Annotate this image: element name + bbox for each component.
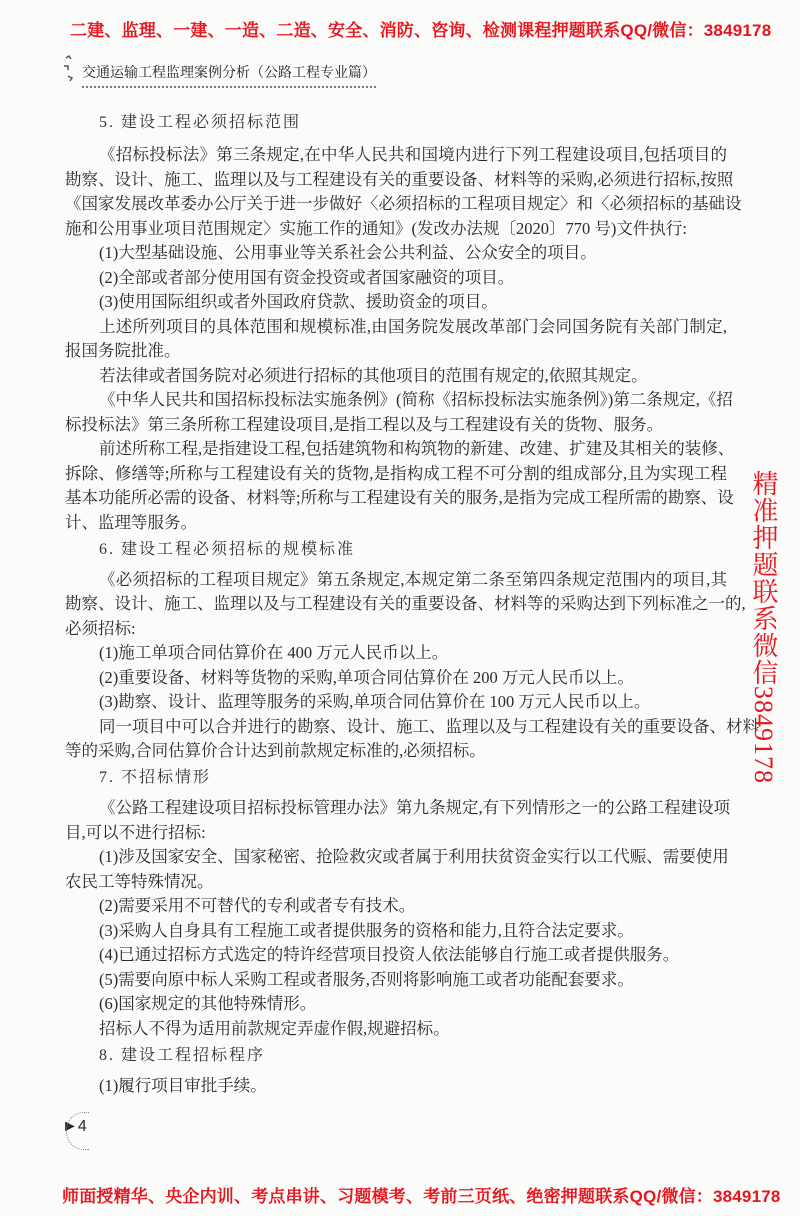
- paragraph-line: (3)勘察、设计、监理等服务的采购,单项合同估算价在 100 万元人民币以上。: [99, 692, 651, 711]
- paragraph-line: 报国务院批准。: [65, 341, 181, 360]
- paragraph-line: 目,可以不进行招标:: [65, 822, 206, 842]
- paragraph-line: 等的采购,合同估算价合计达到前款规定标准的,必须招标。: [65, 741, 486, 760]
- paragraph-line: (4)已通过招标方式选定的特许经营项目投资人依法能够自行施工或者提供服务。: [99, 945, 680, 964]
- paragraph-line: (1)大型基础设施、公用事业等关系社会公共利益、公众安全的项目。: [99, 243, 597, 262]
- paragraph-line: (2)重要设备、材料等货物的采购,单项合同估算价在 200 万元人民币以上。: [99, 667, 634, 687]
- paragraph-line: 同一项目中可以合并进行的勘察、设计、施工、监理以及与工程建设有关的重要设备、材料: [99, 716, 759, 736]
- paragraph-line: (3)使用国际组织或者外国政府贷款、援助资金的项目。: [99, 292, 498, 311]
- paragraph-line: (2)需要采用不可替代的专利或者专有技术。: [99, 896, 416, 915]
- page-arrow-icon: ►: [62, 1118, 78, 1135]
- paragraph-line: 施和公用事业项目范围规定〉实施工作的通知》(发改办法规〔2020〕770 号)文件执行:: [65, 218, 687, 238]
- paragraph-line: 前述所称工程,是指建设工程,包括建筑物和构筑物的新建、改建、扩建及其相关的装修、: [99, 439, 735, 458]
- paragraph-line: 计、监理等服务。: [65, 512, 197, 532]
- section-heading: 5. 建设工程必须招标范围: [99, 114, 302, 131]
- paragraph-line: 《公路工程建设项目招标投标管理办法》第九条规定,有下列情形之一的公路工程建设项: [99, 798, 731, 817]
- paragraph-line: 上述所列项目的具体范围和规模标准,由国务院发展改革部门会同国务院有关部门制定,: [99, 316, 727, 336]
- section-heading: 7. 不招标情形: [99, 769, 212, 786]
- paragraph-line: (1)涉及国家安全、国家秘密、抢险救灾或者属于利用扶贫资金实行以工代赈、需要使用: [99, 847, 729, 866]
- paragraph-line: 拆除、修缮等;所称与工程建设有关的货物,是指构成工程不可分割的组成部分,且为实现工程: [65, 463, 727, 483]
- paragraph-line: 《中华人民共和国招标投标法实施条例》(简称《招标投标法实施条例》)第二条规定,《招: [99, 390, 733, 409]
- bottom-banner-ad: 师面授精华、央企内训、考点串讲、习题模考、考前三页纸、绝密押题联系QQ/微信：3849178: [62, 1187, 781, 1206]
- paragraph-line: 勘察、设计、施工、监理以及与工程建设有关的重要设备、材料等的采购达到下列标准之一的,: [65, 594, 746, 613]
- paragraph-line: (6)国家规定的其他特殊情形。: [99, 994, 317, 1013]
- paragraph-line: 《必须招标的工程项目规定》第五条规定,本规定第二条至第四条规定范围内的项目,其: [99, 569, 727, 589]
- paragraph-line: 基本功能所必需的设备、材料等;所称与工程建设有关的服务,是指为完成工程所需的勘察、设: [65, 488, 734, 507]
- section-heading: 8. 建设工程招标程序: [99, 1046, 266, 1064]
- running-header: 交通运输工程监理案例分析（公路工程专业篇）: [82, 62, 376, 88]
- paragraph-line: 必须招标:: [65, 618, 136, 638]
- page-number-value: 4: [77, 1118, 87, 1135]
- paragraph-line: 《国家发展改革委办公厅关于进一步做好〈必须招标的工程项目规定〉和〈必须招标的基础设: [65, 194, 742, 213]
- paragraph-line: 若法律或者国务院对必须进行招标的其他项目的范围有规定的,依照其规定。: [99, 365, 648, 385]
- paragraph-line: (1)履行项目审批手续。: [99, 1075, 267, 1095]
- paragraph-line: 农民工等特殊情况。: [65, 871, 214, 891]
- paragraph-line: (3)采购人自身具有工程施工或者提供服务的资格和能力,且符合法定要求。: [99, 920, 634, 940]
- section-heading: 6. 建设工程必须招标的规模标准: [99, 540, 356, 558]
- paragraph-line: 标投标法》第三条所称工程建设项目,是指工程以及与工程建设有关的货物、服务。: [65, 414, 664, 434]
- paragraph-line: (2)全部或者部分使用国有资金投资或者国家融资的项目。: [99, 267, 515, 287]
- paragraph-line: 招标人不得为适用前款规定弄虚作假,规避招标。: [99, 1018, 450, 1038]
- paragraph-line: (5)需要向原中标人采购工程或者服务,否则将影响施工或者功能配套要求。: [99, 969, 634, 989]
- page-number-arc: [66, 1112, 89, 1150]
- watermark: 精准押题联系微信3849178: [749, 470, 778, 784]
- paragraph-line: 《招标投标法》第三条规定,在中华人民共和国境内进行下列工程建设项目,包括项目的: [99, 145, 727, 164]
- header-ornament-icon: [62, 54, 80, 84]
- page-number: [62, 1118, 87, 1136]
- paragraph-line: (1)施工单项合同估算价在 400 万元人民币以上。: [99, 643, 449, 662]
- paragraph-line: 勘察、设计、施工、监理以及与工程建设有关的重要设备、材料等的采购,必须进行招标,按照: [65, 169, 734, 189]
- top-banner-ad: 二建、监理、一建、一造、二造、安全、消防、咨询、检测课程押题联系QQ/微信：3849178: [70, 21, 772, 40]
